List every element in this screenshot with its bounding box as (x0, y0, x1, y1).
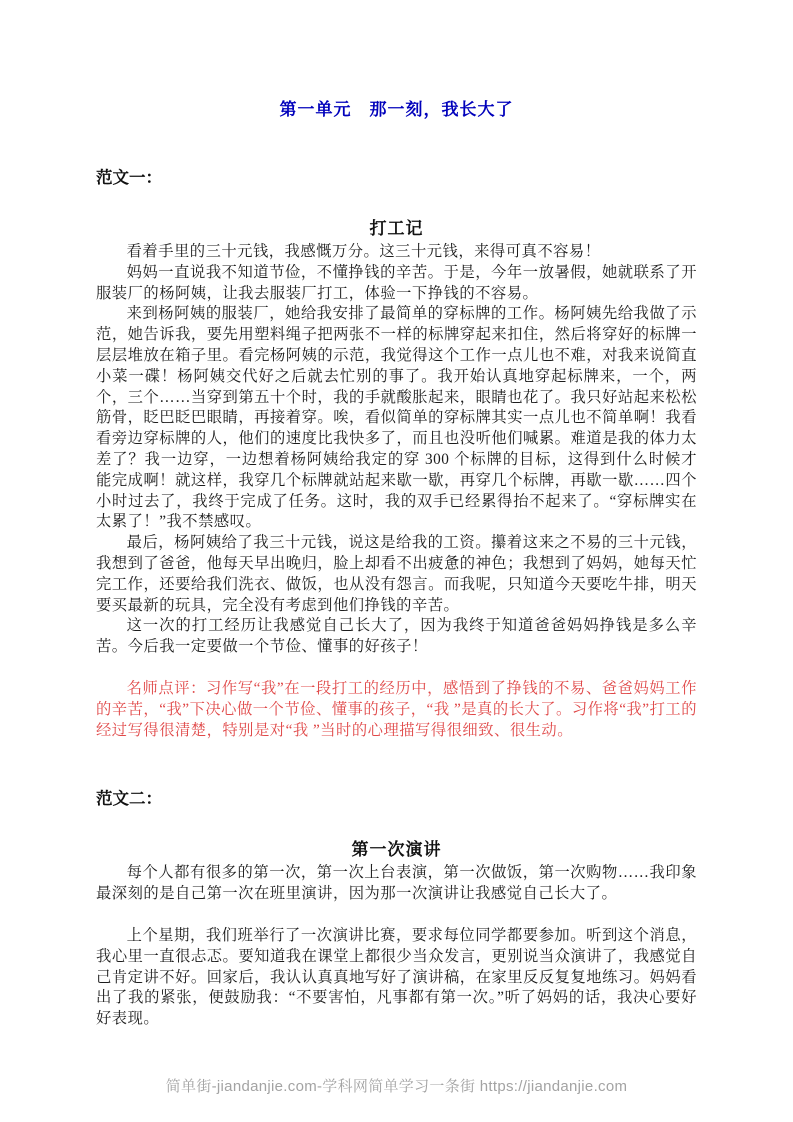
essay-1-paragraph-5: 这一次的打工经历让我感觉自己长大了，因为我终于知道爸爸妈妈挣钱是多么辛苦。今后我一定要做一个节俭、懂事的好孩子！ (96, 617, 697, 656)
essay-1-title: 打工记 (369, 219, 424, 238)
essay-2-paragraph-1: 每个人都有很多的第一次，第一次上台表演，第一次做饭，第一次购物……我印象最深刻的是自己第一次在班里演讲，因为那一次演讲让我感觉自己长大了。 (96, 864, 697, 903)
teacher-comment: 名师点评：习作写“我”在一段打工的经历中，感悟到了挣钱的不易、爸爸妈妈工作的辛苦，“我”下决心做一个节俭、懂事的孩子，“我 ”是真的长大了。习作将“我”打工的经过写得很清楚，特别是对“我 ”当时的心理描写得很细致、很生动。 (96, 679, 697, 739)
essay-2-section (96, 785, 697, 1030)
essay-1-paragraph-1: 看着手里的三十元钱，我感慨万分。这三十元钱，来得可真不容易！ (126, 243, 601, 260)
essay-1-paragraph-4: 最后，杨阿姨给了我三十元钱，说这是给我的工资。攥着这来之不易的三十元钱，我想到了爸爸，他每天早出晚归，脸上却看不出疲惫的神色；我想到了妈妈，她每天忙完工作，还要给我们洗衣、做饭，也从没有怨言。而我呢，只知道今天要吃牛排，明天要买最新的玩具，完全没有考虑到他们挣钱的辛苦。 (96, 534, 697, 614)
essay-1-paragraph-2: 妈妈一直说我不知道节俭，不懂挣钱的辛苦。于是，今年一放暑假，她就联系了开服装厂的杨阿姨，让我去服装厂打工，体验一下挣钱的不容易。 (96, 263, 697, 302)
essay-2-paragraph-2: 上个星期，我们班举行了一次演讲比赛，要求每位同学都要参加。听到这个消息，我心里一直很忐忑。要知道我在课堂上都很少当众发言，更别说当众演讲了，我感觉自己肯定讲不好。回家后，我认认真真地写好了演讲稿，在家里反反复复地练习。妈妈看出了我的紧张，便鼓励我：“不要害怕，凡事都有第一次。”听了妈妈的话，我决心要好好表现。 (96, 926, 697, 1028)
essay-1-paragraph-3: 来到杨阿姨的服装厂，她给我安排了最简单的穿标牌的工作。杨阿姨先给我做了示范，她告诉我，要先用塑料绳子把两张不一样的标牌穿起来扣住，然后将穿好的标牌一层层堆放在箱子里。看完杨阿姨的示范，我觉得这个工作一点儿也不难，对我来说简直小菜一碟！杨阿姨交代好之后就去忙别的事了。我开始认真地穿起标牌来，一个，两个，三个……当穿到第五十个时，我的手就酸胀起来，眼睛也花了。我只好站起来松松筋骨，眨巴眨巴眼睛，再接着穿。唉，看似简单的穿标牌其实一点儿也不简单啊！我看看旁边穿标牌的人，他们的速度比我快多了，而且也没听他们喊累。难道是我的体力太差了？我一边穿，一边想着杨阿姨给我定的穿 300 个标牌的目标，这得到什么时候才能完成啊！就这样，我穿几个标牌就站起来歇一歇，再穿几个标牌，再歇一歇……四个小时过去了，我终于完成了任务。这时，我的双手已经累得抬不起来了。“穿标牌实在太累了！”我不禁感叹。 (96, 305, 697, 531)
essay-1-body (96, 242, 697, 741)
essay-2-body (96, 863, 697, 1030)
essay-2-label: 范文二： (96, 790, 162, 809)
essay-1-label: 范文一： (96, 169, 162, 187)
unit-title: 第一单元 那一刻，我长大了 (279, 100, 514, 119)
watermark-footer: 简单街-jiandanjie.com-学科网简单学习一条街 https://jiandanjie.com (165, 1078, 628, 1095)
essay-1-section (96, 164, 697, 741)
essay-2-title: 第一次演讲 (351, 840, 442, 860)
